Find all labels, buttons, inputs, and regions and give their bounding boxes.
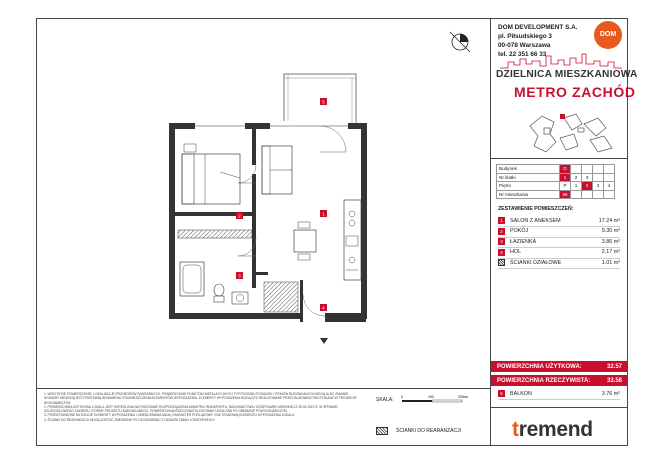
site-map [520,108,624,158]
room-area: 3.86 m² [601,238,620,245]
info-cell: 4 [604,182,615,191]
info-cell: D [560,165,571,174]
rooms-header: ZESTAWIENIE POMIESZCZEŃ: [498,206,574,212]
info-row [497,173,615,182]
scale-tick: 0 [401,395,403,399]
actual-area-value: 33.58 [606,377,622,384]
info-label: Budynek [497,165,560,174]
legal-notes [44,392,364,422]
room-area: 9.30 m² [601,228,620,234]
info-cell [571,165,582,174]
info-cell: 1 [560,173,571,182]
info-row [497,190,615,199]
room-row [498,216,620,227]
room-number: 5 [498,390,505,397]
divider-line [490,407,628,408]
info-cell: 2 [582,182,593,191]
divider-line [490,158,628,159]
sofa-icon [262,146,292,194]
room-marker-4 [320,304,327,311]
scale-label: SKALA: [376,397,394,403]
dining-table-icon [294,222,316,260]
developer-city: 00-078 Warszawa [498,42,551,49]
info-cell [593,173,604,182]
bathtub-icon [180,262,204,296]
tremend-logo [512,418,593,442]
note-paragraph: 4. ŚCIANKI DO REARANŻACJI MOGĄ ZOSTAĆ ZMIENIONE PO UZGODNIENIU Z DZIAŁEM ZMIAN LOKATORSKICH. [44,417,216,422]
room-marker-3 [236,272,243,279]
room-area: 2.17 m² [601,249,620,255]
tremend-logo-rest: remend [518,418,593,441]
north-arrow-icon [446,28,474,56]
room-number: 4 [498,249,505,256]
dom-logo: DOM [594,21,622,49]
scale-tick: 200cm [458,395,469,399]
info-label: Nr mieszkania [497,190,560,199]
info-cell [582,190,593,199]
info-cell [571,190,582,199]
divider-line [36,388,490,389]
info-cell [593,190,604,199]
info-label: Piętro [497,182,560,191]
info-cell: 3 [582,173,593,182]
bed-icon [182,144,240,204]
developer-street: pl. Piłsudskiego 3 [498,33,552,40]
rearrangement-hatch-icon [376,427,388,435]
room-marker-5 [320,98,327,105]
room-number: 3 [498,238,505,245]
scale-tick: 100 [428,395,434,399]
room-row [498,237,620,248]
room-area: 3.76 m² [601,390,620,397]
usable-area-label: POWIERZCHNIA UŻYTKOWA: [497,363,582,370]
info-cell: 1 [571,182,582,191]
room-name: POKÓJ [510,228,529,234]
room-marker-text: 1 [322,211,325,217]
tremend-logo-accent: t [512,418,519,441]
partition-hatch-icon [498,259,505,266]
room-name: HOL [510,249,522,255]
apartment-floor-plan [160,60,380,350]
actual-area-bar [491,375,628,386]
info-cell: P [560,182,571,191]
info-cell: 2 [571,173,582,182]
sink-icon [232,292,248,304]
developer-phone: tel. 22 351 66 33 [498,51,547,58]
project-line2: METRO ZACHÓD [514,84,636,100]
info-row [497,182,615,191]
rearrangement-legend: ŚCIANKI DO REARANŻACJI [396,428,462,434]
room-name: ŁAZIENKA [510,238,537,245]
unit-info-table [496,164,615,199]
room-area: 1.01 m² [601,259,620,266]
developer-name: DOM DEVELOPMENT S.A. [498,24,578,31]
info-cell [593,165,604,174]
room-name: ŚCIANKI DZIAŁOWE [510,259,562,266]
toilet-icon [214,284,224,302]
actual-area-label: POWIERZCHNIA RZECZYWISTA: [497,377,591,384]
info-cell [604,165,615,174]
info-cell: 56 [560,190,571,199]
scale-bar [400,392,480,408]
usable-area-value: 32.57 [606,363,622,370]
usable-area-bar [491,361,628,372]
room-row [498,227,620,238]
room-name: BALKON [510,390,532,397]
info-cell [582,165,593,174]
room-marker-2 [236,212,243,219]
room-row [498,248,620,259]
note-paragraph: 3. PRZEDSTAWIONE NA RZUCIE ELEMENTY WYPOSAŻENIA I UMEBLOWANIA MAJĄ CHARAKTER POGLĄDOWY I NIE STANOWIĄ ELEMENTU WYPOSAŻENIA LOKALU. [44,413,296,418]
entrance-arrow-icon [320,338,328,344]
info-cell [604,173,615,182]
skyline-icon [500,52,622,69]
balcony-row [498,389,620,400]
kitchen-counter-icon [344,200,361,280]
room-marker-text: 2 [238,213,241,219]
room-marker-text: 3 [238,273,241,279]
room-marker-1 [320,210,327,217]
room-area: 17.24 m² [598,217,620,224]
info-row [497,165,615,174]
room-number: 1 [498,217,505,224]
room-number: 2 [498,228,505,235]
info-label: Nr klatki [497,173,560,182]
info-cell [604,190,615,199]
note-paragraph: 2. POWIERZCHNIA UŻYTKOWA LOKALU JEST OKREŚLONA NA PODSTAWIE ROZPORZĄDZENIA MINISTRA TRANSPORTU, BUDOWNICTWA I GOSPODARKI MORSKIEJ Z 25.04.2012 R. W SPRAWIE SZCZEGÓŁOWEGO ZAKRESU I FORMY PROJEKTU BUDOWLANEGO. POWIERZCHNIA RZECZYWISTA ZOSTANIE USTALONA PO OBMIARZE POWYKONAWCZYM. [44,404,338,414]
note-paragraph: 1. WSZYSTKIE POWIERZCHNIE, LOKALIZACJE PRZYBORÓW SANITARNYCH, POWIERZCHNIE PUNKTÓW INSTALACYJNYCH TYP POZIOMU POSADZKI I PIONÓW BUDOWLANYCH MOGĄ ULEC ZMIANIE. WYMIARY NIEMOGĄ BYĆ PODSTAWĄ WYMIARÓW I ROZMIESZCZENIA ELEMENTÓW WYPOSAŻENIA. ELEMENTY WYPOSAŻENIA MOGĄ BYĆ REALIZOWANE PRZEZ BUDOWNICTWO PODANE W PROJEKCIE WYKONAWCZYM. [44,392,357,405]
wardrobe-icon [264,282,298,312]
info-cell: 3 [593,182,604,191]
project-line1: DZIELNICA MIESZKANIOWA [496,69,638,80]
room-row [498,258,620,269]
room-marker-text: 5 [322,99,325,105]
room-marker-text: 4 [322,305,325,311]
room-name: SALON Z ANEKSEM [510,217,561,224]
